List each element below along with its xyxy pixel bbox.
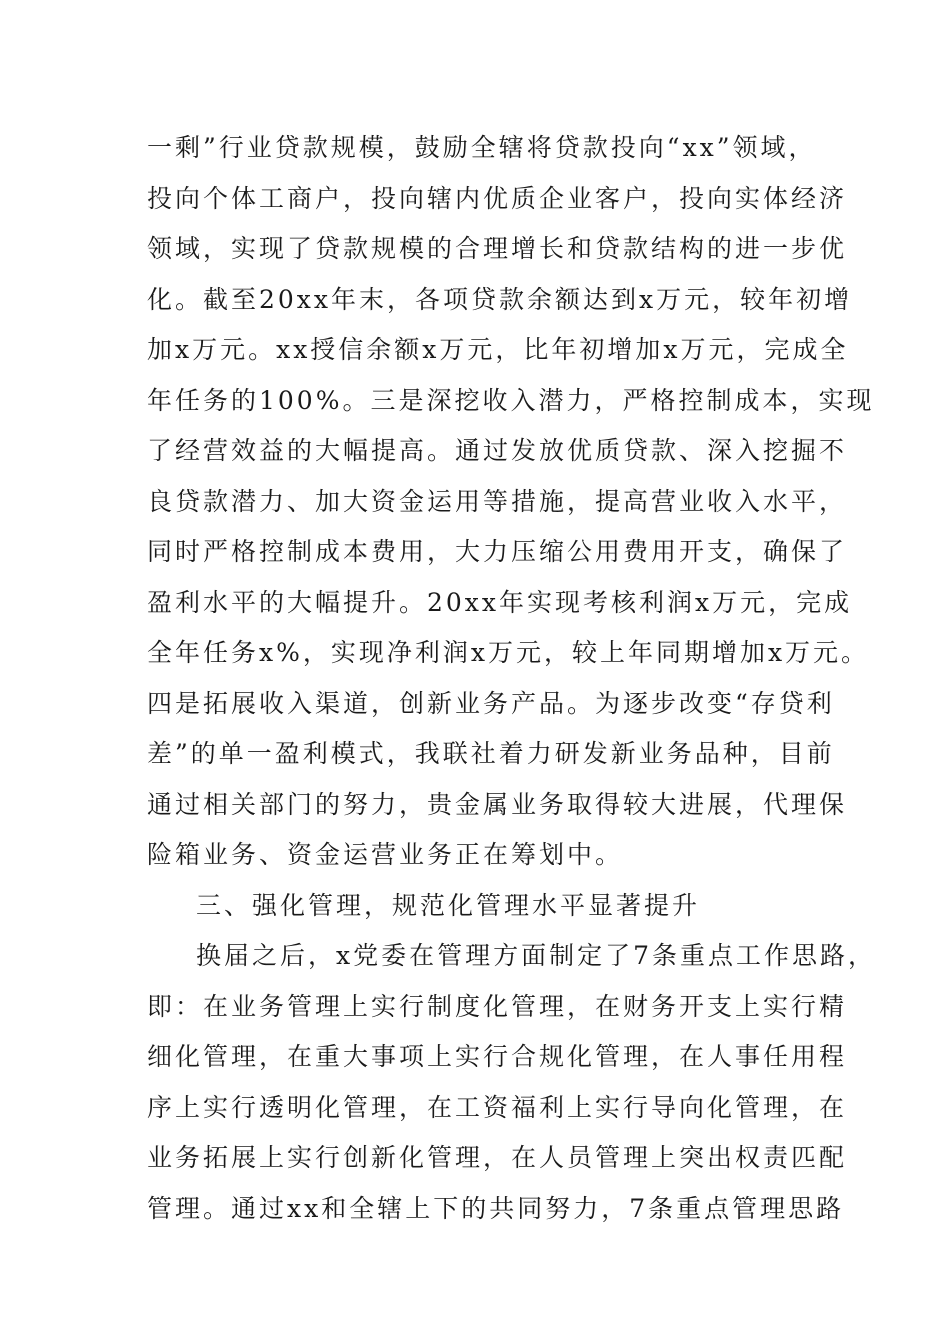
- text-line: 了经营效益的大幅提高。通过发放优质贷款、深入挖掘不: [147, 436, 848, 465]
- text-line: 加x万元。xx授信余额x万元，比年初增加x万元，完成全: [147, 335, 849, 364]
- text-line: 即：在业务管理上实行制度化管理，在财务开支上实行精: [147, 991, 848, 1021]
- text-line: 通过相关部门的努力，贵金属业务取得较大进展，代理保: [147, 789, 848, 819]
- text-line: 细化管理，在重大事项上实行合规化管理，在人事任用程: [147, 1042, 848, 1071]
- paragraph-first-line: 换届之后，x党委在管理方面制定了7条重点工作思路，: [196, 941, 877, 970]
- body-text: [147, 123, 877, 1234]
- text-line: 年任务的100%。三是深挖收入潜力，严格控制成本，实现: [147, 385, 875, 415]
- text-line: 序上实行透明化管理，在工资福利上实行导向化管理，在: [147, 1092, 848, 1122]
- text-line: 险箱业务、资金运营业务正在筹划中。: [147, 840, 624, 869]
- text-line: 良贷款潜力、加大资金运用等措施，提高营业收入水平，: [147, 486, 848, 516]
- text-line: 差”的单一盈利模式，我联社着力研发新业务品种，目前: [147, 739, 835, 768]
- text-line: 四是拓展收入渠道，创新业务产品。为逐步改变“存贷利: [147, 688, 835, 718]
- text-line: 同时严格控制成本费用，大力压缩公用费用开支，确保了: [147, 537, 848, 566]
- text-line: 管理。通过xx和全辖上下的共同努力，7条重点管理思路: [147, 1193, 845, 1223]
- text-line: 投向个体工商户，投向辖内优质企业客户，投向实体经济: [147, 183, 848, 213]
- text-line: 全年任务x%，实现净利润x万元，较上年同期增加x万元。: [147, 638, 870, 667]
- section-heading: 三、强化管理，规范化管理水平显著提升: [196, 890, 701, 920]
- text-line: 盈利水平的大幅提升。20xx年实现考核利润x万元，完成: [147, 587, 853, 617]
- text-line: 业务拓展上实行创新化管理，在人员管理上突出权责匹配: [147, 1143, 848, 1172]
- text-line: 领域，实现了贷款规模的合理增长和贷款结构的进一步优: [147, 234, 848, 263]
- text-line: 一剩”行业贷款规模，鼓励全辖将贷款投向“xx”领域，: [147, 133, 817, 162]
- text-line: 化。截至20xx年末，各项贷款余额达到x万元，较年初增: [147, 284, 853, 314]
